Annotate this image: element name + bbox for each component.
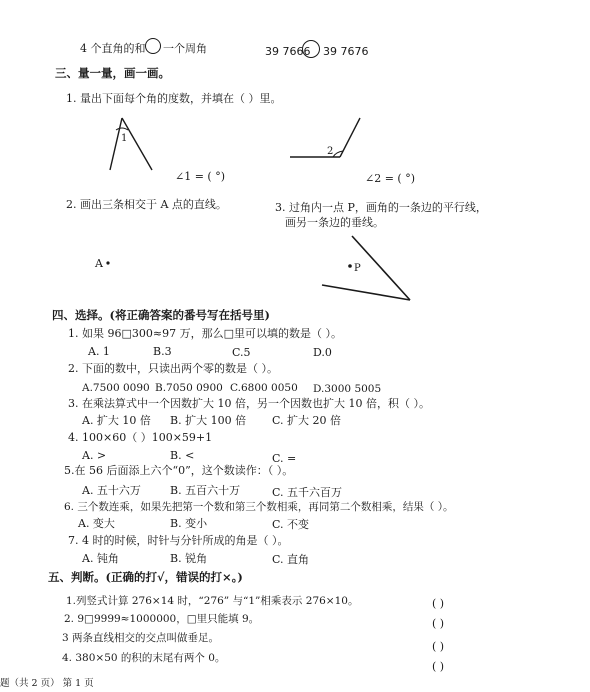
q3-stem: 3. 在乘法算式中一个因数扩大 10 倍，另一个因数也扩大 10 倍，积（ ）。 <box>68 397 430 410</box>
judge-item-3: 3 两条直线相交的交点叫做垂足。 <box>62 632 220 644</box>
q7-stem: 7. 4 时的时候，时针与分针所成的角是（ ）。 <box>68 534 289 547</box>
q5-stem: 5.在 56 后面添上六个“0”，这个数读作：（ ）。 <box>64 464 294 477</box>
compare-left-suffix: 一个周角 <box>163 42 207 55</box>
q2-option-d[interactable]: D.3000 5005 <box>313 383 382 395</box>
q1-option-b[interactable]: B.3 <box>153 345 172 358</box>
angle2-answer[interactable]: ∠2 = ( °) <box>365 172 416 185</box>
q5-option-c[interactable]: C. 五千六百万 <box>272 486 343 499</box>
angle2-figure <box>290 118 360 157</box>
q3-option-b[interactable]: B. 扩大 100 倍 <box>170 414 247 427</box>
q2-option-a[interactable]: A.7500 0090 <box>82 382 150 394</box>
q7-option-a[interactable]: A. 钝角 <box>82 552 119 565</box>
q1-stem: 1. 如果 96□300≈97 万，那么□里可以填的数是（ ）。 <box>68 327 342 340</box>
q6-option-b[interactable]: B. 变小 <box>170 517 208 530</box>
q5-option-b[interactable]: B. 五百六十万 <box>170 484 241 497</box>
q6-option-a[interactable]: A. 变大 <box>78 517 115 530</box>
angle1-answer[interactable]: ∠1 = ( °) <box>175 170 226 183</box>
q4-stem: 4. 100×60（ ）100×59+1 <box>68 431 213 444</box>
judge-item-1: 1.列竖式计算 276×14 时，“276” 与“1”相乘表示 276×10。 <box>66 595 359 607</box>
angle-p-figure <box>322 236 410 300</box>
q4-option-a[interactable]: A. > <box>82 449 107 462</box>
q3-option-c[interactable]: C. 扩大 20 倍 <box>272 414 342 427</box>
angle1-figure <box>110 118 152 170</box>
section3-heading: 三、量一量，画一画。 <box>55 66 170 80</box>
compare-right-b: 39 7676 <box>323 45 369 58</box>
compare-left-prefix: 4 个直角的和 <box>80 42 146 55</box>
q2-option-b[interactable]: B.7050 0900 <box>155 382 223 394</box>
compare-right-a: 39 7666 <box>265 45 311 58</box>
q6-stem: 6. 三个数连乘，如果先把第一个数和第三个数相乘，再同第二个数相乘，结果（ ）。 <box>64 501 454 513</box>
point-p-label: P <box>354 263 361 274</box>
section3-q3-line2: 画另一条边的垂线。 <box>285 216 384 229</box>
page-footer: 题（共 2 页） 第 1 页 <box>0 678 94 689</box>
q5-option-a[interactable]: A. 五十六万 <box>82 484 141 497</box>
section4-heading: 四、选择。(将正确答案的番号写在括号里) <box>52 308 270 322</box>
angle2-mark: 2 <box>327 146 334 157</box>
section3-q1: 1. 量出下面每个角的度数，并填在（ ）里。 <box>66 92 282 105</box>
q1-option-d[interactable]: D.0 <box>313 346 332 359</box>
judge-answer-3[interactable]: ( ) <box>432 640 445 653</box>
judge-answer-4[interactable]: ( ) <box>432 660 445 673</box>
point-a-label: A <box>95 257 103 270</box>
q4-option-c[interactable]: C. = <box>272 452 297 465</box>
section5-heading: 五、判断。(正确的打√，错误的打×。) <box>48 570 243 584</box>
judge-item-4: 4. 380×50 的积的末尾有两个 0。 <box>62 652 226 664</box>
q2-option-c[interactable]: C.6800 0050 <box>230 382 298 394</box>
judge-item-2: 2. 9□9999≈1000000，□里只能填 9。 <box>64 613 260 625</box>
judge-answer-2[interactable]: ( ) <box>432 617 445 630</box>
q2-stem: 2. 下面的数中，只读出两个零的数是（ ）。 <box>68 362 278 375</box>
section3-q2: 2. 画出三条相交于 A 点的直线。 <box>66 198 227 211</box>
section3-q3-line1: 3. 过角内一点 P，画角的一条边的平行线， <box>275 201 487 214</box>
judge-answer-1[interactable]: ( ) <box>432 597 445 610</box>
q6-option-c[interactable]: C. 不变 <box>272 518 310 531</box>
q7-option-c[interactable]: C. 直角 <box>272 553 310 566</box>
q1-option-c[interactable]: C.5 <box>232 346 251 359</box>
angle1-mark: 1 <box>121 133 128 144</box>
q4-option-b[interactable]: B. < <box>170 449 195 462</box>
q1-option-a[interactable]: A. 1 <box>88 345 110 358</box>
point-a-dot <box>106 261 109 264</box>
q7-option-b[interactable]: B. 锐角 <box>170 552 208 565</box>
q3-option-a[interactable]: A. 扩大 10 倍 <box>82 414 151 427</box>
